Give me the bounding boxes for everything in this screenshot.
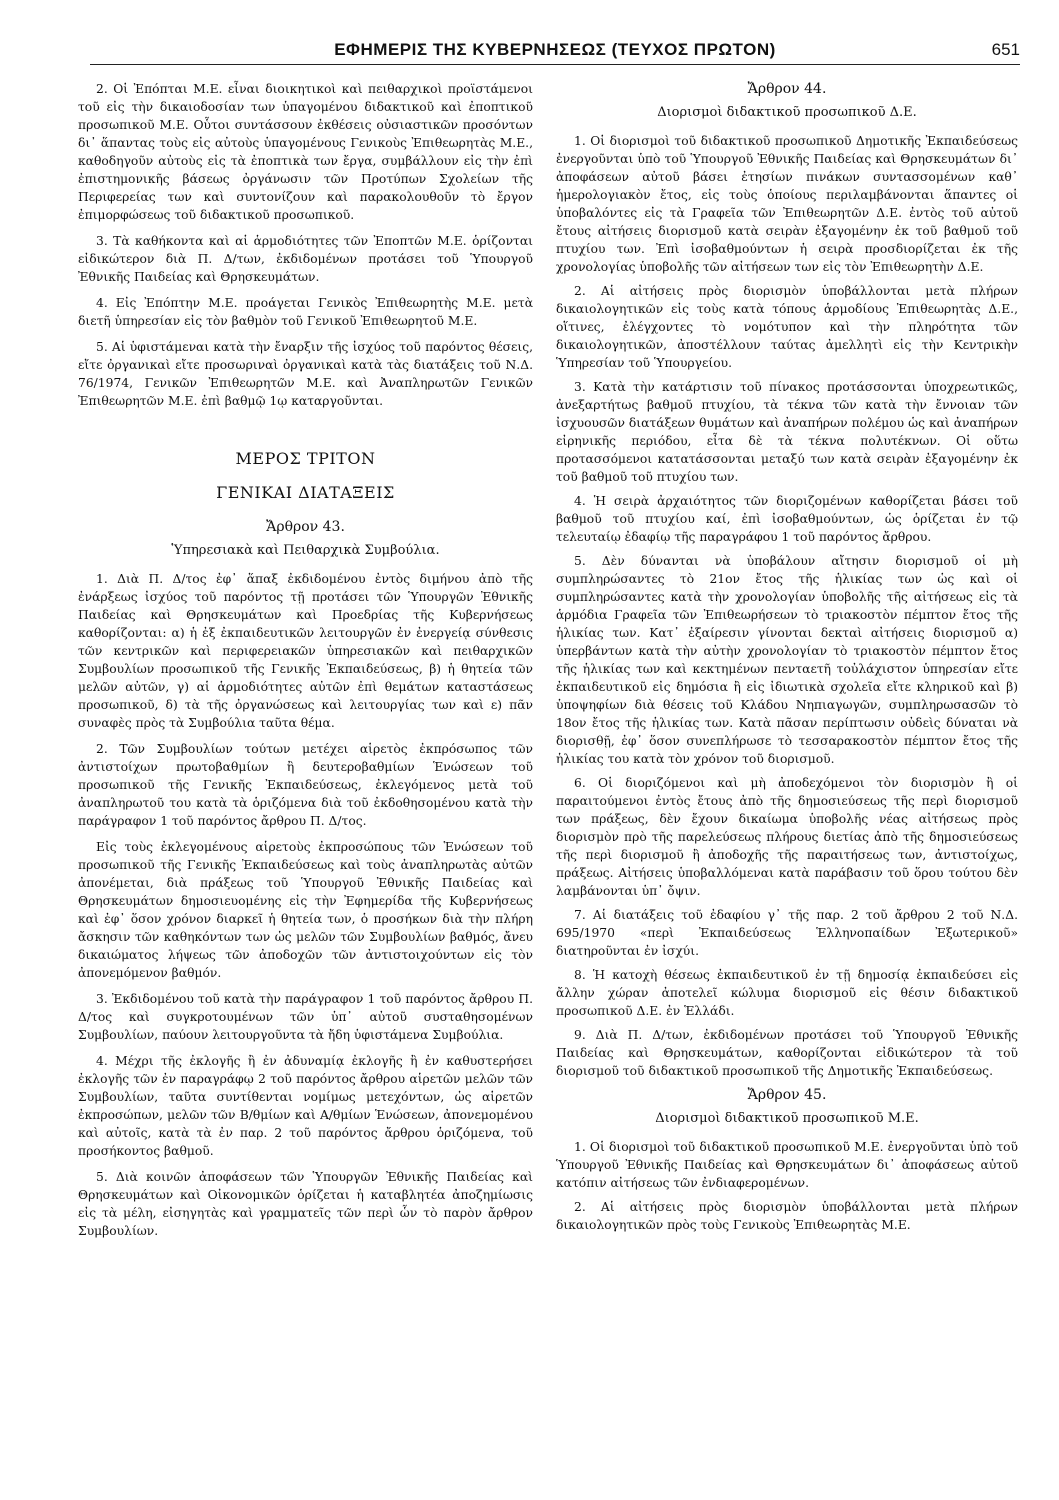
article-45-subtitle: Διορισμοὶ διδακτικοῦ προσωπικοῦ Μ.Ε.	[655, 1111, 919, 1126]
paragraph: 2. Τῶν Συμβουλίων τούτων μετέχει αἱρετὸς ἐκπρόσωπος τῶν ἀντιστοίχων πρωτοβαθμίων ἢ δευτεροβαθμίων Ἑνώσεων τοῦ προσωπικοῦ τῆς Γενικῆς Ἐκπαιδεύσεως, ἐκλεγόμενος μετὰ τοῦ ἀναπληρωτοῦ του κατὰ τὰ ὁριζόμενα διὰ τοῦ ἐκδοθησομένου κατὰ τὴν παράγραφον 1 τοῦ παρόντος ἄρθρου Π. Δ/τος.	[78, 742, 533, 828]
paragraph: 6. Οἱ διοριζόμενοι καὶ μὴ ἀποδεχόμενοι τὸν διορισμὸν ἢ οἱ παραιτούμενοι ἐντὸς ἔτους ἀπὸ τῆς δημοσιεύσεως τῆς περὶ διορισμοῦ των πράξεως, δὲν ἔχουν δικαίωμα ὑποβολῆς νέας αἰτήσεως πρὸς διορισμὸν πρὸ τῆς παρελεύσεως πλήρους διετίας ἀπὸ τῆς δημοσιεύσεως τῆς περὶ διορισμοῦ ἢ ἀποδοχῆς τῆς παραιτήσεως των, ἀντιστοίχως, πράξεως. Αἰτήσεις ὑποβαλλόμεναι κατὰ παράβασιν τοῦ ὅρου τούτου δὲν λαμβάνονται ὑπ᾽ ὄψιν.	[556, 776, 1018, 898]
paragraph: 5. Διὰ κοινῶν ἀποφάσεων τῶν Ὑπουργῶν Ἐθνικῆς Παιδείας καὶ Θρησκευμάτων καὶ Οἰκονομικῶν ὁρίζεται ἡ καταβλητέα ἀποζημίωσις εἰς τὰ μέλη, εἰσηγητὰς καὶ γραμματεῖς τῶν περὶ ὧν τὸ παρὸν ἄρθρον Συμβουλίων.	[78, 1170, 533, 1238]
paragraph: 3. Τὰ καθήκοντα καὶ αἱ ἁρμοδιότητες τῶν Ἐποπτῶν Μ.Ε. ὁρίζονται εἰδικώτερον διὰ Π. Δ/των, ἐκδιδομένων προτάσει τοῦ Ὑπουργοῦ Ἐθνικῆς Παιδείας καὶ Θρησκευμάτων.	[78, 234, 533, 284]
paragraph: 4. Μέχρι τῆς ἐκλογῆς ἢ ἐν ἀδυναμίᾳ ἐκλογῆς ἢ ἐν καθυστερήσει ἐκλογῆς τῶν ἐν παραγράφῳ 2 τοῦ παρόντος ἄρθρου αἱρετῶν μελῶν τῶν Συμβουλίων, ταῦτα συντίθενται νομίμως μετεχόντων, ὡς αἱρετῶν ἐκπροσώπων, μελῶν τῶν Β/θμίων καὶ Α/θμίων Ἑνώσεων, ἀπονεμομένου καὶ αὐτοῖς, κατὰ τὰ ἐν παρ. 2 τοῦ παρόντος ἄρθρου ὁριζόμενα, τοῦ προσήκοντος βαθμοῦ.	[78, 1054, 533, 1158]
paragraph: 2. Αἱ αἰτήσεις πρὸς διορισμὸν ὑποβάλλονται μετὰ πλήρων δικαιολογητικῶν εἰς τοὺς κατὰ τόπους ἁρμοδίους Ἐπιθεωρητὰς Δ.Ε., οἵτινες, ἐλέγχοντες τὸ νομότυπον καὶ τὴν πληρότητα τῶν δικαιολογητικῶν, ἀποστέλλουν ταύτας ἀμελλητὶ εἰς τὴν Κεντρικὴν Ὑπηρεσίαν τοῦ Ὑπουργείου.	[556, 284, 1018, 370]
part-title: ΜΕΡΟΣ ΤΡΙΤΟΝ	[235, 449, 376, 468]
article-45-title: Ἄρθρον 45.	[747, 1087, 827, 1103]
article-43-subtitle: Ὑπηρεσιακὰ καὶ Πειθαρχικὰ Συμβούλια.	[171, 543, 440, 558]
paragraph: 7. Αἱ διατάξεις τοῦ ἐδαφίου γ᾽ τῆς παρ. 2 τοῦ ἄρθρου 2 τοῦ Ν.Δ. 695/1970 «περὶ Ἐκπαιδεύσεως Ἑλληνοπαίδων Ἐξωτερικοῦ» διατηροῦνται ἐν ἰσχύι.	[556, 908, 1018, 958]
paragraph: Εἰς τοὺς ἐκλεγομένους αἱρετοὺς ἐκπροσώπους τῶν Ἑνώσεων τοῦ προσωπικοῦ τῆς Γενικῆς Ἐκπαιδεύσεως καὶ τοὺς ἀναπληρωτὰς αὐτῶν ἀπονέμεται, διὰ πράξεως τοῦ Ὑπουργοῦ Ἐθνικῆς Παιδείας καὶ Θρησκευμάτων δημοσιευομένης εἰς τὴν Ἐφημερίδα τῆς Κυβερνήσεως καὶ ἐφ᾽ ὅσον χρόνον διαρκεῖ ἡ θητεία των, ὁ προσήκων διὰ τὴν πλήρη ἄσκησιν τῶν καθηκόντων των ὡς μελῶν τῶν Συμβουλίων βαθμός, ἄνευ δικαιώματος λήψεως τῶν ἀποδοχῶν τῶν ἀντιστοιχούντων εἰς τὸν ἀπονεμόμενον βαθμόν.	[78, 840, 533, 980]
right-column	[556, 80, 1018, 1240]
gazette-title: ΕΦΗΜΕΡΙΣ ΤΗΣ ΚΥΒΕΡΝΗΣΕΩΣ (ΤΕΥΧΟΣ ΠΡΩΤΟΝ)	[334, 40, 776, 59]
paragraph: 8. Ἡ κατοχὴ θέσεως ἐκπαιδευτικοῦ ἐν τῇ δημοσίᾳ ἐκπαιδεύσει εἰς ἄλλην χώραν ἀποτελεῖ κώλυμα διορισμοῦ εἰς θέσιν διδακτικοῦ προσωπικοῦ Δ.Ε. ἐν Ἑλλάδι.	[556, 968, 1018, 1018]
section-title: ΓΕΝΙΚΑΙ ΔΙΑΤΑΞΕΙΣ	[216, 483, 395, 502]
paragraph: 5. Δὲν δύνανται νὰ ὑποβάλουν αἴτησιν διορισμοῦ οἱ μὴ συμπληρώσαντες τὸ 21ον ἔτος τῆς ἡλικίας των ὡς καὶ οἱ συμπληρώσαντες κατὰ τὴν χρονολογίαν ὑποβολῆς τῆς αἰτήσεως εἰς τὰ ἁρμόδια Γραφεῖα τῶν Ἐπιθεωρήσεων τὸ τριακοστὸν πέμπτον ἔτος τῆς ἡλικίας των. Κατ᾽ ἐξαίρεσιν γίνονται δεκταὶ αἰτήσεις διορισμοῦ α) ὑπερβάντων κατὰ τὴν αὐτὴν χρονολογίαν τὸ τριακοστὸν πέμπτον ἔτος τῆς ἡλικίας των καὶ κεκτημένων πενταετῆ τοὐλάχιστον ὑπηρεσίαν εἴτε ἐκπαιδευτικοῦ εἰς δημόσια ἢ εἰς ἰδιωτικὰ σχολεῖα εἴτε κληρικοῦ καὶ β) ὑποψηφίων διὰ θέσεις τοῦ Κλάδου Νηπιαγωγῶν, συμπληρωσασῶν τὸ 18ον ἔτος τῆς ἡλικίας των. Κατὰ πᾶσαν περίπτωσιν οὐδεὶς δύναται νὰ διορισθῇ, ἐφ᾽ ὅσον συνεπλήρωσε τὸ τεσσαρακοστὸν πέμπτον ἔτος τῆς ἡλικίας του κατὰ τὸν χρόνον τοῦ διορισμοῦ.	[556, 554, 1018, 766]
paragraph: 2. Αἱ αἰτήσεις πρὸς διορισμὸν ὑποβάλλονται μετὰ πλήρων δικαιολογητικῶν πρὸς τοὺς Γενικοὺς Ἐπιθεωρητὰς Μ.Ε.	[556, 1200, 1018, 1232]
paragraph: 5. Αἱ ὑφιστάμεναι κατὰ τὴν ἔναρξιν τῆς ἰσχύος τοῦ παρόντος θέσεις, εἴτε ὀργανικαὶ εἴτε προσωριναὶ ὀργανικαὶ κατὰ τὰς διατάξεις τοῦ Ν.Δ. 76/1974, Γενικῶν Ἐπιθεωρητῶν Μ.Ε. καὶ Ἀναπληρωτῶν Γενικῶν Ἐπιθεωρητῶν Μ.Ε. ἐπὶ βαθμῷ 1ῳ καταργοῦνται.	[78, 340, 533, 408]
page-header	[90, 38, 1020, 65]
page-number: 651	[991, 40, 1020, 59]
paragraph: 1. Οἱ διορισμοὶ τοῦ διδακτικοῦ προσωπικοῦ Μ.Ε. ἐνεργοῦνται ὑπὸ τοῦ Ὑπουργοῦ Ἐθνικῆς Παιδείας καὶ Θρησκευμάτων δι᾽ ἀποφάσεως αὐτοῦ κατόπιν αἰτήσεως τῶν ἐνδιαφερομένων.	[556, 1140, 1018, 1190]
paragraph: 9. Διὰ Π. Δ/των, ἐκδιδομένων προτάσει τοῦ Ὑπουργοῦ Ἐθνικῆς Παιδείας καὶ Θρησκευμάτων, καθορίζονται εἰδικώτερον τὰ τοῦ διορισμοῦ τοῦ διδακτικοῦ προσωπικοῦ τῆς Δημοτικῆς Ἐκπαιδεύσεως.	[556, 1028, 1018, 1078]
paragraph: 2. Οἱ Ἐπόπται Μ.Ε. εἶναι διοικητικοὶ καὶ πειθαρχικοὶ προϊστάμενοι τοῦ εἰς τὴν δικαιοδοσίαν των ὑπαγομένου διδακτικοῦ καὶ ἐποπτικοῦ προσωπικοῦ Μ.Ε. Οὗτοι συντάσσουν ἐκθέσεις οὐσιαστικῶν προσόντων δι᾽ ἅπαντας τοὺς εἰς αὐτοὺς ὑπαγομένους Γενικοὺς Ἐπιθεωρητὰς Μ.Ε., καθοδηγοῦν αὐτοὺς εἰς τὰ ἐποπτικὰ των ἔργα, συμβάλλουν εἰς τὴν ἐπὶ ἐπιστημονικῆς βάσεως ὀργάνωσιν τῶν Προτύπων Σχολείων τῆς Περιφερείας των καὶ συντονίζουν καὶ παρακολουθοῦν τὸ ἔργον ἐπιμορφώσεως τοῦ διδακτικοῦ προσωπικοῦ.	[78, 82, 533, 222]
left-column	[78, 80, 533, 1248]
paragraph: 1. Διὰ Π. Δ/τος ἐφ᾽ ἅπαξ ἐκδιδομένου ἐντὸς διμήνου ἀπὸ τῆς ἐνάρξεως ἰσχύος τοῦ παρόντος τῇ προτάσει τῶν Ὑπουργῶν Ἐθνικῆς Παιδείας καὶ Θρησκευμάτων καὶ Προεδρίας τῆς Κυβερνήσεως καθορίζονται: α) ἡ ἐξ ἐκπαιδευτικῶν λειτουργῶν ἐν ἐνεργείᾳ σύνθεσις τῶν κεντρικῶν καὶ περιφερειακῶν ὑπηρεσιακῶν καὶ πειθαρχικῶν Συμβουλίων προσωπικοῦ τῆς Γενικῆς Ἐκπαιδεύσεως, β) ἡ θητεία τῶν μελῶν αὐτῶν, γ) αἱ ἁρμοδιότητες αὐτῶν ἐπὶ θεμάτων καταστάσεως προσωπικοῦ, δ) τὰ τῆς ὀργανώσεως καὶ λειτουργίας των καὶ ε) πᾶν συναφὲς πρὸς τὰ Συμβούλια ταῦτα θέμα.	[78, 572, 533, 730]
paragraph: 4. Ἡ σειρὰ ἀρχαιότητος τῶν διοριζομένων καθορίζεται βάσει τοῦ βαθμοῦ τοῦ πτυχίου καί, ἐπὶ ἰσοβαθμούντων, ὡς ὁρίζεται ἐν τῷ τελευταίῳ ἐδαφίῳ τῆς παραγράφου 1 τοῦ παρόντος ἄρθρου.	[556, 494, 1018, 544]
article-44-title: Ἄρθρον 44.	[747, 81, 827, 97]
paragraph: 4. Εἰς Ἐπόπτην Μ.Ε. προάγεται Γενικὸς Ἐπιθεωρητὴς Μ.Ε. μετὰ διετῆ ὑπηρεσίαν εἰς τὸν βαθμὸν τοῦ Γενικοῦ Ἐπιθεωρητοῦ Μ.Ε.	[78, 296, 533, 328]
article-43-title: Ἄρθρον 43.	[266, 519, 345, 535]
paragraph: 3. Ἐκδιδομένου τοῦ κατὰ τὴν παράγραφον 1 τοῦ παρόντος ἄρθρου Π. Δ/τος καὶ συγκροτουμένων τῶν ὑπ᾽ αὐτοῦ συσταθησομένων Συμβουλίων, παύουν λειτουργοῦντα τὰ ἤδη ὑφιστάμενα Συμβούλια.	[78, 992, 533, 1042]
paragraph: 3. Κατὰ τὴν κατάρτισιν τοῦ πίνακος προτάσσονται ὑποχρεωτικῶς, ἀνεξαρτήτως βαθμοῦ πτυχίου, τὰ τέκνα τῶν κατὰ τὴν ἔννοιαν τῶν ἰσχυουσῶν διατάξεων θυμάτων καὶ ἀναπήρων πολέμου ὡς καὶ ἀναπήρων εἰρηνικῆς περιόδου, εἶτα δὲ τὰ τέκνα πολυτέκνων. Οἱ οὕτω προτασσόμενοι κατατάσσονται μεταξύ των κατὰ σειρὰν ἐξαγομένην ἐκ τοῦ βαθμοῦ τοῦ πτυχίου των.	[556, 380, 1018, 484]
article-44-subtitle: Διορισμοὶ διδακτικοῦ προσωπικοῦ Δ.Ε.	[657, 105, 917, 120]
paragraph: 1. Οἱ διορισμοὶ τοῦ διδακτικοῦ προσωπικοῦ Δημοτικῆς Ἐκπαιδεύσεως ἐνεργοῦνται ὑπὸ τοῦ Ὑπουργοῦ Ἐθνικῆς Παιδείας καὶ Θρησκευμάτων δι᾽ ἀποφάσεων αὐτοῦ βάσει ἐτησίων πινάκων συντασσομένων καθ᾽ ἡμερολογιακὸν ἔτος, εἰς τοὺς ὁποίους περιλαμβάνονται ἅπαντες οἱ ὑποβαλόντες εἰς τὰ Γραφεῖα τῶν Ἐπιθεωρητῶν Δ.Ε. ἐντὸς τοῦ αὐτοῦ ἔτους αἰτήσεις διορισμοῦ κατὰ σειρὰν ἐξαγομένην ἐκ τοῦ βαθμοῦ τοῦ πτυχίου των. Ἐπὶ ἰσοβαθμούντων ἡ σειρὰ προσδιορίζεται ἐκ τῆς χρονολογίας ὑποβολῆς τῶν αἰτήσεων των εἰς τὸν Ἐπιθεωρητὴν Δ.Ε.	[556, 134, 1018, 274]
